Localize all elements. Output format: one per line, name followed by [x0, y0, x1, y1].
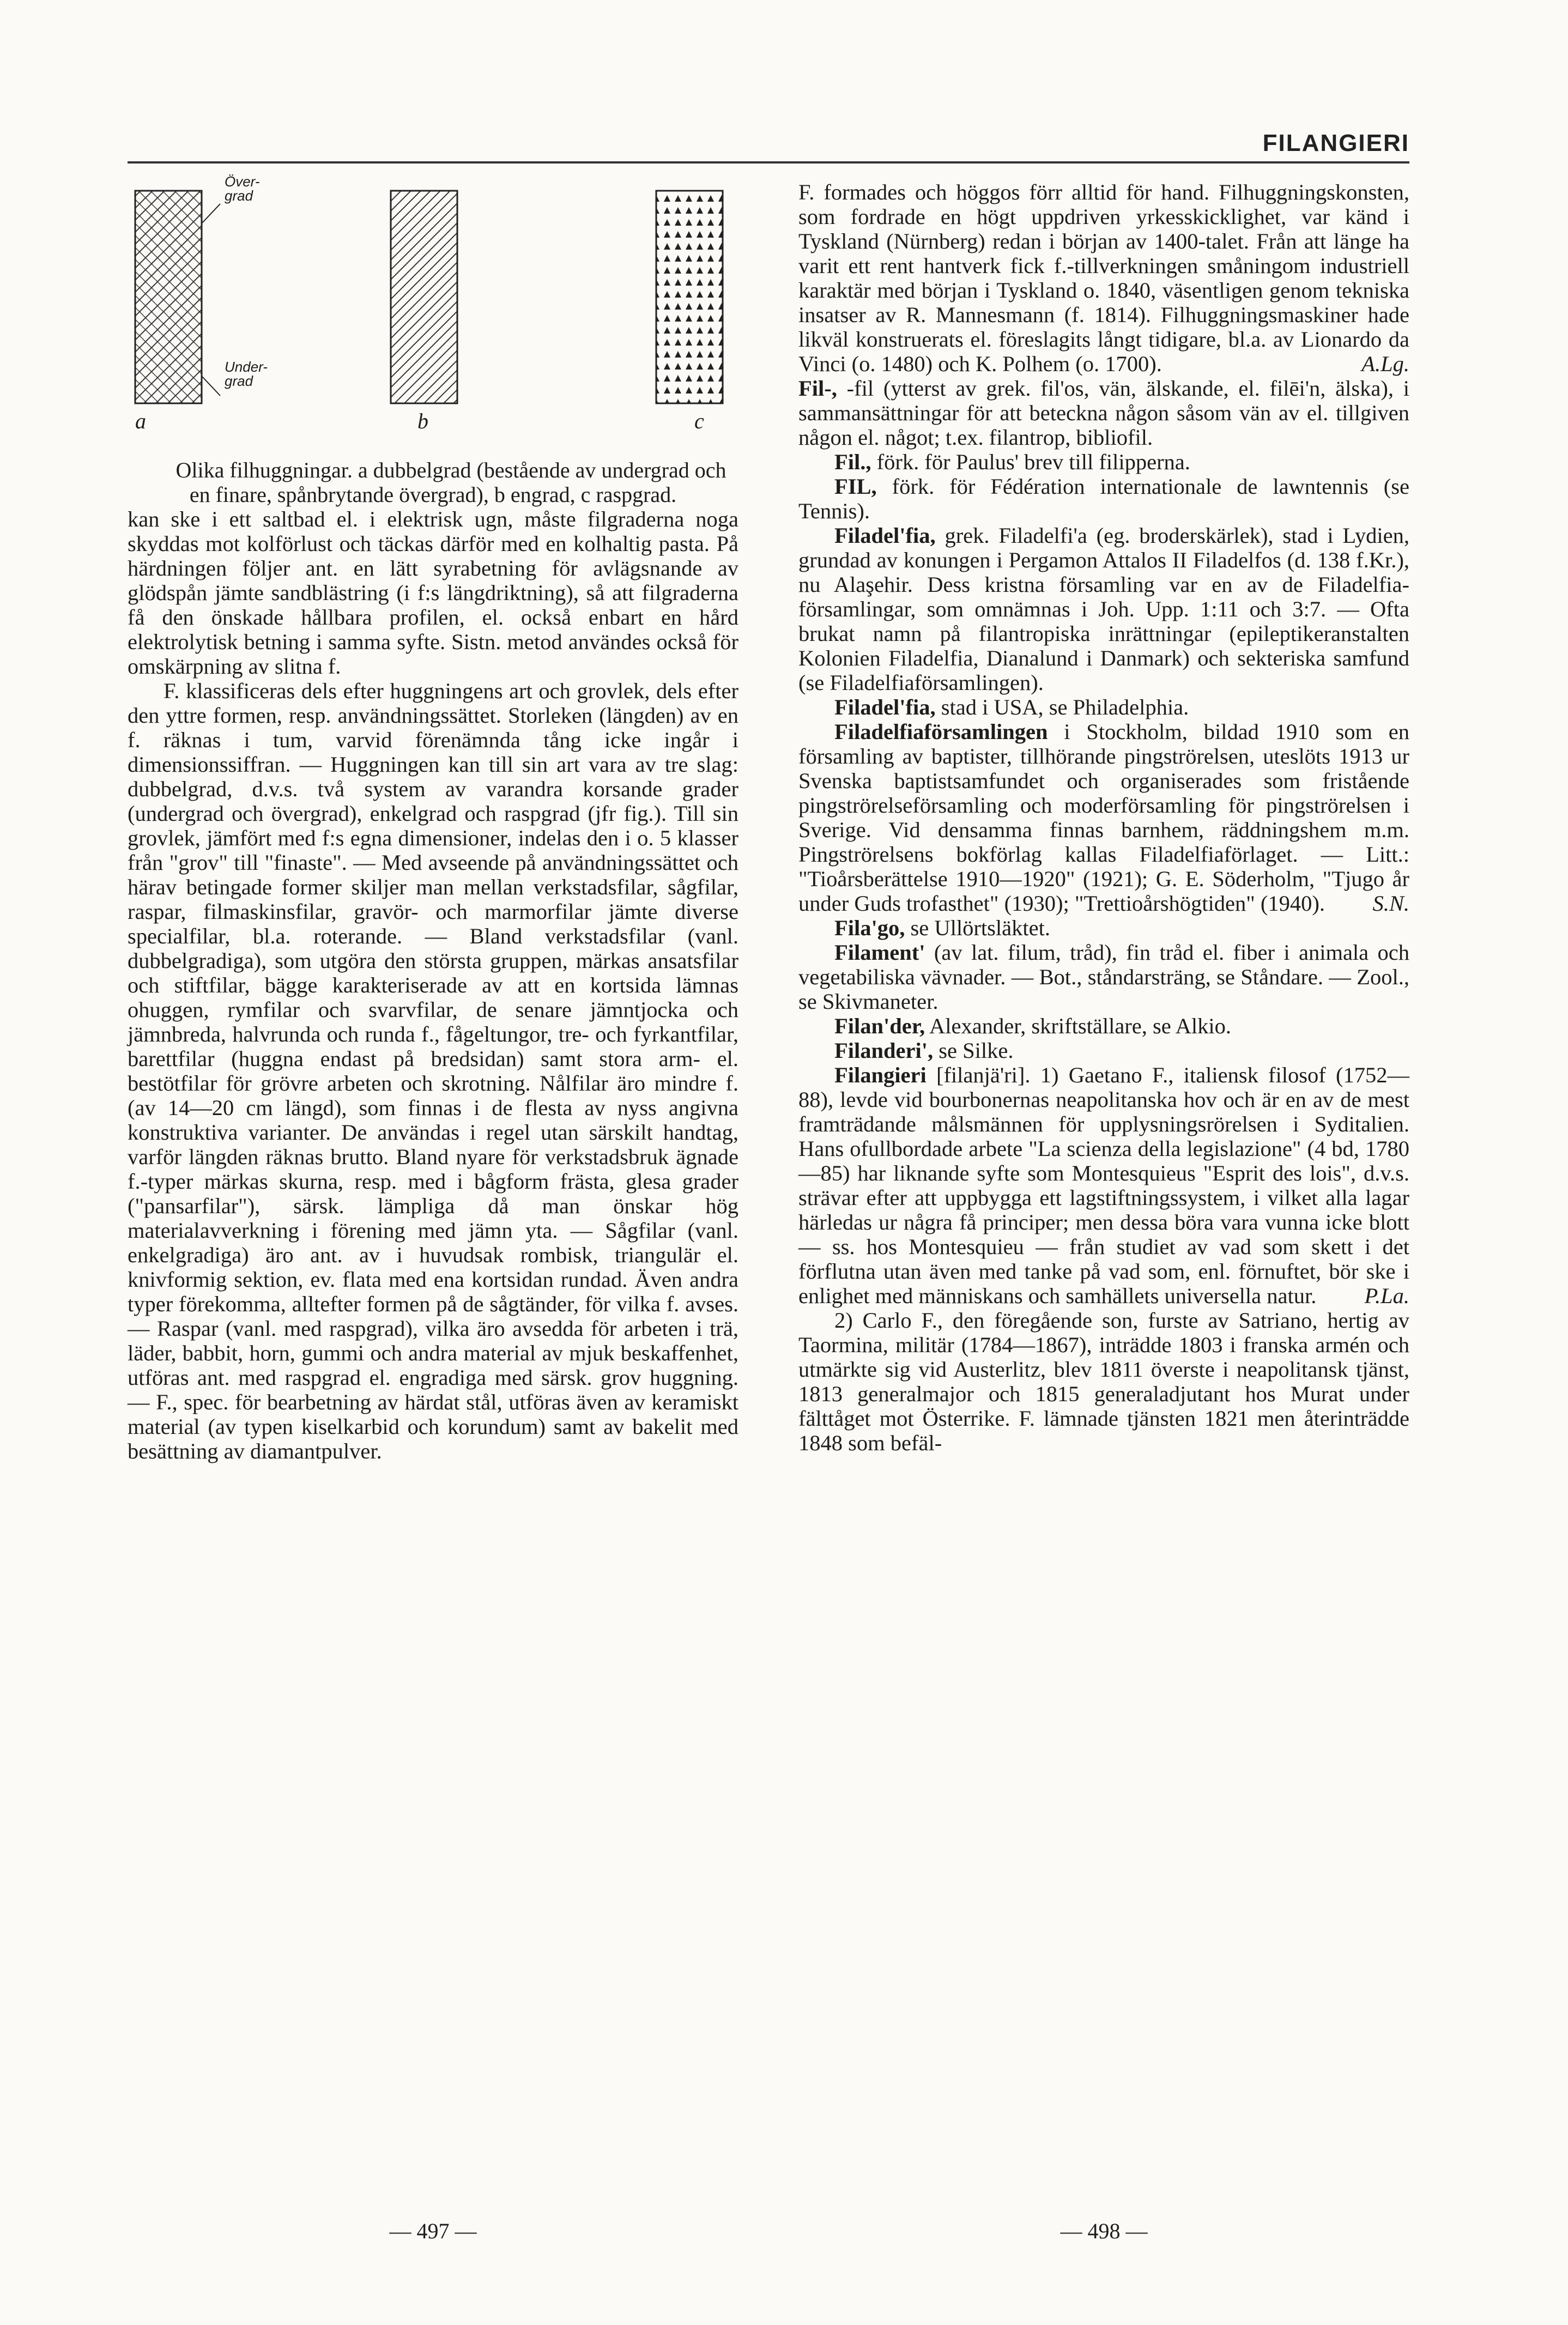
dictionary-entry [798, 523, 1409, 695]
page-header [128, 123, 1409, 164]
intro-signature: A.Lg. [1361, 352, 1409, 376]
right-column [798, 180, 1409, 1455]
dictionary-entry [798, 719, 1409, 916]
over-cut-label: Över- grad [225, 173, 260, 204]
entry-body: (av lat. filum, tråd), fin tråd el. fiber i animala och vegetabiliska vävnader. — Bot., ståndarsträng, se Ståndare. — Zool., se Skivmaneter. [798, 940, 1410, 1014]
intro-text: F. formades och höggos förr alltid för hand. Filhuggningskonsten, som fordrade en högt uppdriven yrkesskicklighet, var känd i Tyskland (Nürnberg) redan i början av 1400-talet. Från att länge ha varit ett rent hantverk fick f.-tillverkningen småningom industriell karaktär med början i Tyskland o. 1840, väsentligen genom tekniska insatser av R. Mannesmann (f. 1814). Filhuggningsmaskiner hade likväl konstruerats el. föreslagits långt tidigare, bl.a. av Lionardo da Vinci (o. 1480) och K. Polhem (o. 1700). [798, 180, 1409, 376]
entry-signature: P.La. [1364, 1283, 1409, 1308]
entry-body: förk. för Fédération internationale de lawntennis (se Tennis). [798, 474, 1409, 523]
entry-headword: Fil-, [798, 376, 837, 401]
dictionary-entry [798, 376, 1409, 450]
entry-headword: Filadel'fia, [834, 523, 936, 548]
file-c-rasp-cut [656, 191, 723, 403]
entry-headword: Filament' [834, 940, 925, 965]
figure-label-b: b [417, 409, 428, 433]
dictionary-entry [798, 1038, 1409, 1063]
entry-headword: FIL, [834, 474, 877, 499]
dictionary-entry [798, 474, 1409, 523]
entry-signature: S.N. [1372, 891, 1409, 916]
entry-headword: Fil., [834, 450, 871, 474]
dictionary-entry [798, 940, 1409, 1014]
entry-body: i Stockholm, bildad 1910 som en församling av baptister, tillhörande pingströrelsen, uteslöts 1913 ur Svenska baptistsamfundet och organiserades som fristående pingströrelseförsamling och moderförsamling för pingströrelsen i Sverige. Vid densamma finnas barnhem, räddningshem m.m. Pingströrelsens bokförlag kallas Filadelfiaförlaget. — Litt.: "Tioårsberättelse 1910—1920" (1921); G. E. Söderholm, "Tjugo år under Guds trofasthet" (1930); "Trettioårshögtiden" (1940). [798, 719, 1409, 916]
entry-body: Alexander, skriftställare, se Alkio. [929, 1014, 1232, 1038]
entry-body: förk. för Paulus' brev till filipperna. [876, 450, 1190, 474]
file-cut-figure [128, 173, 738, 458]
dictionary-entry [798, 695, 1409, 719]
left-paragraph-1: kan ske i ett saltbad el. i elektrisk ugn, måste filgraderna noga skyddas mot kolförlust och täckas därför med en kolhaltig pasta. På härdningen följer ant. en lätt syrabetning för avlägsnande av glödspån jämte sandblästring (i f:s längdriktning), så att filgraderna få den önskade hållbara profilen, el. också enbart en hård elektrolytisk betning i samma syfte. Sistn. metod användes också för omskärpning av slitna f. [128, 507, 738, 679]
entry-body: -fil (ytterst av grek. fil'os, vän, älskande, el. filēi'n, älska), i sammansättningar för att beteckna någon såsom vän av el. tillgiven någon el. något; t.ex. filantrop, bibliofil. [798, 376, 1409, 450]
entry-headword: Filan'der, [834, 1014, 925, 1038]
entry-headword: Filadel'fia, [834, 695, 936, 719]
entry-body: 2) Carlo F., den föregående son, furste av Satriano, hertig av Taormina, militär (1784—1867), inträdde 1803 i franska armén och utmärkte sig vid Austerlitz, blev 1811 överste i neapolitansk tjänst, 1813 generalmajor och 1815 generaladjutant hos Murat under fälttåget mot Österrike. F. lämnade tjänsten 1821 men återinträdde 1848 som befäl- [798, 1308, 1409, 1455]
right-intro-paragraph [798, 180, 1409, 376]
entry-body: se Silke. [939, 1038, 1014, 1063]
running-head: FILANGIERI [1262, 130, 1409, 156]
dictionary-entry [798, 450, 1409, 474]
dictionary-entry [798, 1014, 1409, 1038]
entry-headword: Filadelfiaförsamlingen [834, 719, 1048, 744]
under-cut-label: Under- grad [225, 359, 268, 389]
entry-body: [filanjä'ri]. 1) Gaetano F., italiensk filosof (1752—88), levde vid bourbonernas neapolitanska hov och är en av de mest framträdande målsmännen för upplysningsrörelsen i Syditalien. Hans ofullbordade arbete "La scienza della legislazione" (4 bd, 1780—85) har liknande syfte som Montesquieus "Esprit des lois", d.v.s. strävar efter att uppbygga ett lagstiftningssystem, i vilket alla lagar härledas ur några få principer; men dessa böra vara vunna icke blott — ss. hos Montesquieu — från studiet av vad som skett i det förflutna utan även med tanke på vad som, enl. förnuftet, bör ske i enlighet med människans och samhällets universella natur. [798, 1063, 1409, 1308]
entry-headword: Filanderi', [834, 1038, 934, 1063]
dictionary-entry [798, 916, 1409, 940]
dictionary-entries [798, 376, 1409, 1455]
dictionary-entry [798, 1308, 1409, 1455]
figure-label-c: c [694, 409, 704, 433]
entry-headword: Fila'go, [834, 916, 905, 940]
left-column [128, 173, 738, 1463]
dictionary-entry [798, 1063, 1409, 1308]
file-b-single-cut [391, 191, 457, 403]
file-cut-diagram [128, 180, 738, 458]
file-a-double-cut [135, 191, 202, 403]
right-page-number: — 498 — [1060, 2219, 1148, 2243]
entry-body: grek. Filadelfi'a (eg. broderskärlek), stad i Lydien, grundad av konungen i Pergamon Attalos II Filadelfos (d. 138 f.Kr.), nu Alaşehir. Dess kristna församling var en av de Filadelfia-församlingar, som omnämnas i Joh. Upp. 1:11 och 3:7. — Ofta brukat namn på filantropiska inrättningar (epileptikeranstalten Kolonien Filadelfia, Dianalund i Danmark) och sekteriska samfund (se Filadelfiaförsamlingen). [798, 523, 1410, 695]
entry-headword: Filangieri [834, 1063, 927, 1087]
figure-caption: Olika filhuggningar. a dubbelgrad (bestående av undergrad och en finare, spånbrytande övergrad), b engrad, c raspgrad. [175, 458, 727, 507]
left-page-number: — 497 — [389, 2219, 477, 2243]
entry-body: se Ullörtsläktet. [910, 916, 1050, 940]
figure-label-a: a [135, 409, 146, 433]
left-paragraph-2: F. klassificeras dels efter huggningens art och grovlek, dels efter den yttre formen, resp. användningssättet. Storleken (längden) av en f. räknas i tum, varvid förenämnda tång icke ingår i dimensionssiffran. — Huggningen kan till sin art vara av tre slag: dubbelgrad, d.v.s. två system av varandra korsande grader (undergrad och övergrad), enkelgrad och raspgrad (jfr fig.). Till sin grovlek, jämfört med f:s egna dimensioner, indelas den i o. 5 klasser från "grov" till "finaste". — Med avseende på användningssättet och härav betingade former skiljer man mellan verkstadsfilar, sågfilar, raspar, filmaskinsfilar, gravör- och marmorfilar jämte diverse specialfilar, bl.a. roterande. — Bland verkstadsfilar (vanl. dubbelgradiga), som utgöra den största gruppen, märkas ansatsfilar och stiftfilar, bägge karakteriserade av att en kortsida lämnas ohuggen, rymfilar och svarvfilar, de senare jämntjocka och jämnbreda, halvrunda och runda f., fågeltungor, tre- och fyrkantfilar, barettfilar (huggna endast på bredsidan) samt stora arm- el. bestötfilar för grövre arbeten och skrotning. Nålfilar äro mindre f. (av 14—20 cm längd), som finnas i de flesta av nyss angivna konstruktiva varianter. De användas i regel utan särskilt handtag, varför längden räknas brutto. Bland nyare för verkstadsbruk ägnade f.-typer märkas skurna, resp. med i bågform frästa, glesa grader ("pansarfilar"), särsk. lämpliga då man önskar hög materialavverkning i förening med jämn yta. — Sågfilar (vanl. enkelgradiga) äro ant. av i huvudsak rombisk, triangulär el. knivformig sektion, ev. flata med ena kortsidan rundad. Även andra typer förekomma, alltefter formen på de sågtänder, för vilka f. avses. — Raspar (vanl. med raspgrad), vilka äro avsedda för arbeten i trä, läder, babbit, horn, gummi och andra material av mjuk beskaffenhet, utföras ant. med raspgrad el. engradiga med särsk. grov huggning. — F., spec. för bearbetning av härdat stål, utföras även av keramiskt material (av typen kiselkarbid och korundum) samt av bakelit med besättning av diamantpulver. [128, 679, 738, 1463]
entry-body: stad i USA, se Philadelphia. [941, 695, 1189, 719]
